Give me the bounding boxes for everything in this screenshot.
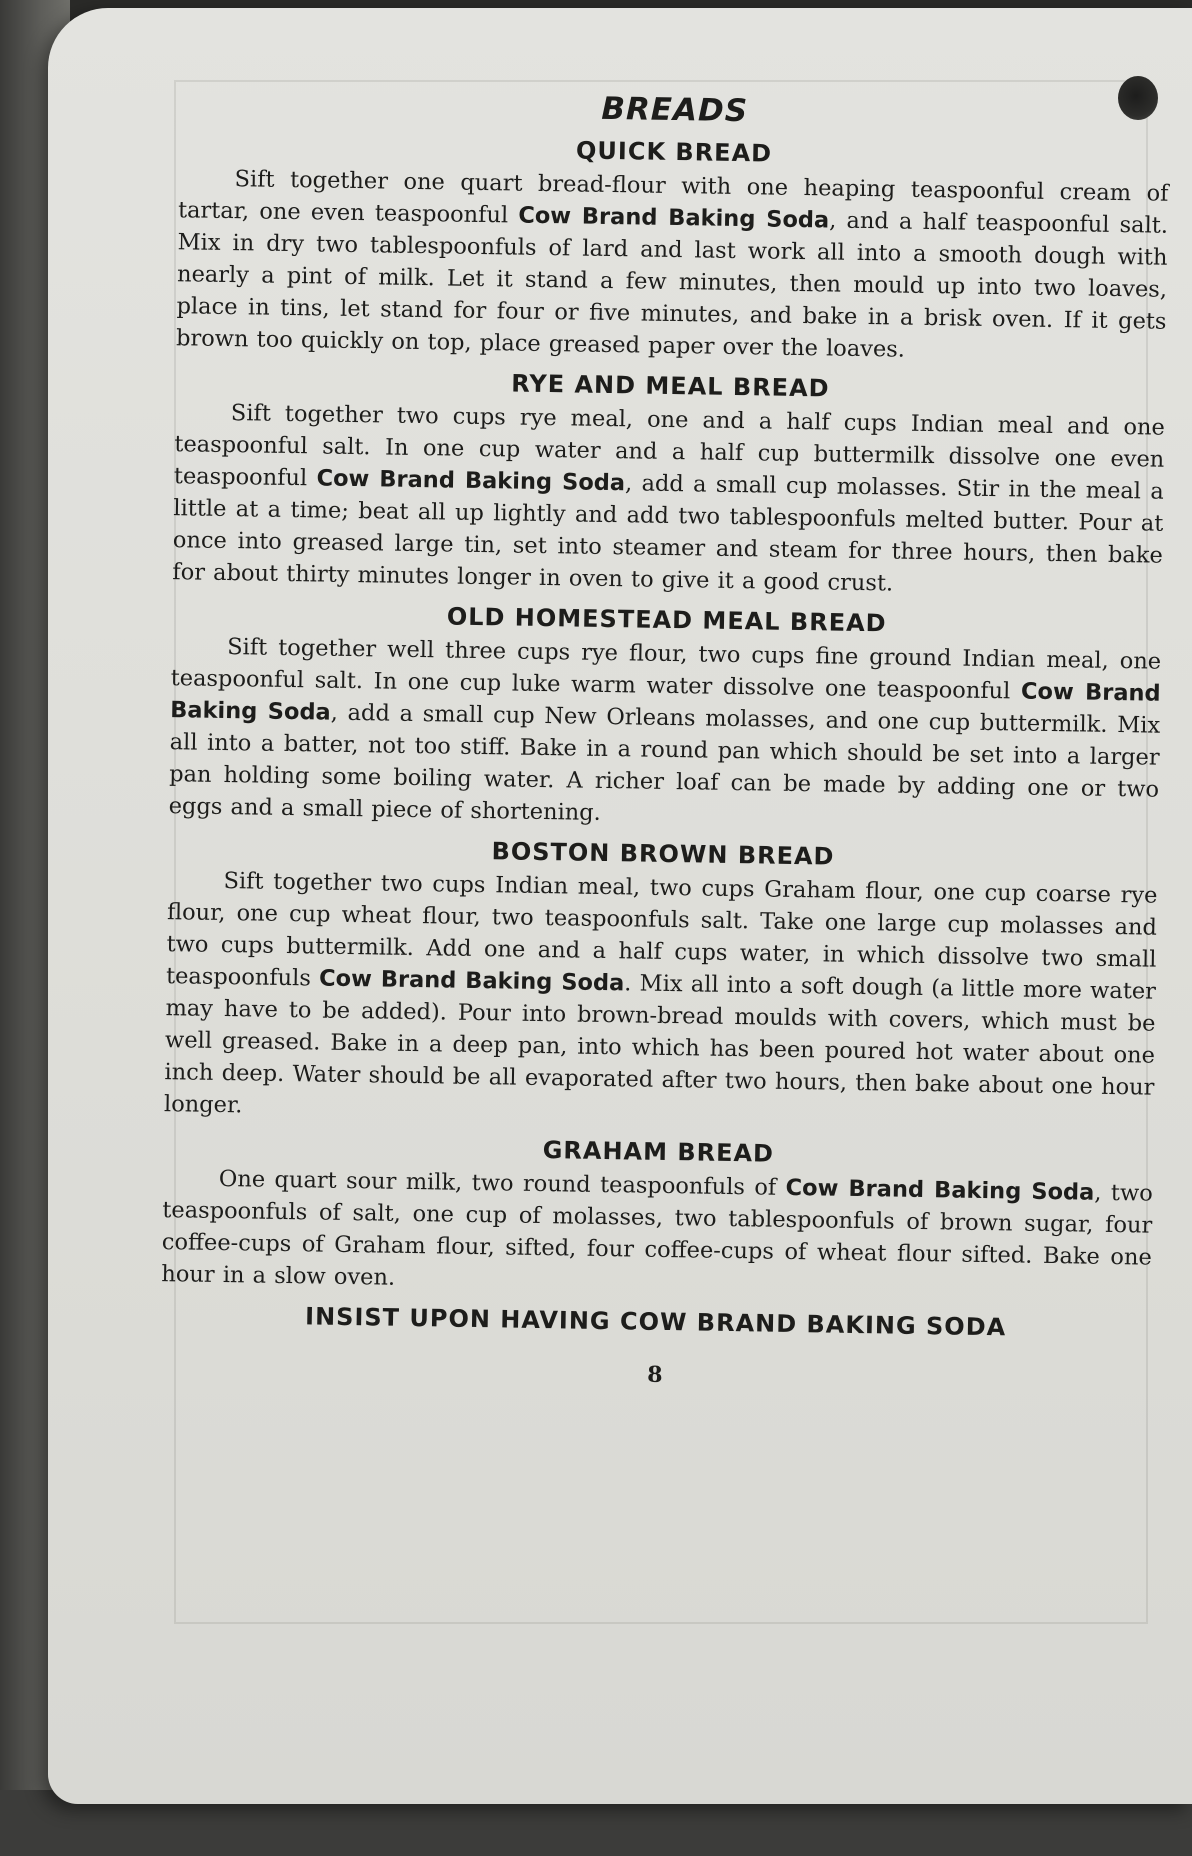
recipe-text-end: , and a half teaspoonful salt. Mix in dry two tablespoonfuls of lard and last work all into a smooth dough with nearly a pint of milk. Let it stand a few minutes, then mould up into two loaves, place in tins, let stand for four or five minutes, and bake in a brisk oven. If it gets brown too quickly on top, place greased paper over the loaves. [175, 207, 1169, 363]
recipe-text-start: Sift together one quart bread-flour with one heaping teaspoonful cream of tartar, one even teaspoonful [177, 166, 1169, 229]
brand-name: Cow Brand Baking Soda [318, 965, 625, 997]
recipe-rye-and-meal-bread [172, 364, 1165, 604]
recipe-graham-bread [161, 1130, 1153, 1306]
recipe-text [168, 630, 1161, 838]
recipe-text-start: Sift together two cups Indian meal, two cups Graham flour, one cup coarse rye flour, one cup wheat flour, two teaspoonfuls salt. Take one large cup molasses and two cups buttermilk. Add one and a half cups water, in which dissolve two small teaspoonfuls [165, 868, 1158, 992]
recipe-text [164, 864, 1158, 1136]
recipe-quick-bread [176, 130, 1169, 370]
recipe-text-end: , add a small cup New Orleans molasses, and one cup buttermilk. Mix all into a batter, not too stiff. Bake in a round pan which should be set into a larger pan holding some boiling water. A richer loaf can be made by adding one or two eggs and a small piece of shortening. [168, 699, 1161, 826]
recipe-text [172, 396, 1165, 604]
recipe-text-start: Sift together two cups rye meal, one and a half cups Indian meal and one teaspoonful salt. In one cup water and a half cup buttermilk dissolve one even teaspoonful [173, 400, 1165, 492]
brand-name: Cow Brand Baking Soda [785, 1174, 1095, 1206]
recipe-title: GRAHAM BREAD [542, 1136, 775, 1168]
recipe-title: RYE AND MEAL BREAD [510, 369, 830, 403]
footer-slogan: INSIST UPON HAVING COW BRAND BAKING SODA [304, 1302, 1007, 1342]
section-title: BREADS [601, 90, 749, 130]
recipe-text-end: . Mix all into a soft dough (a little more water may have to be added). Pour into brown-bread moulds with covers, which must be well greased. Bake in a deep pan, into which has been poured hot water about one inch deep. Water should be all evaporated after two hours, then bake about one hour longer. [163, 970, 1157, 1119]
brand-name: Cow Brand Baking Soda [518, 202, 830, 234]
recipe-text-start: One quart sour milk, two round teaspoonfuls of [218, 1165, 786, 1201]
page-number: 8 [646, 1361, 663, 1388]
page-content [160, 84, 1170, 1395]
recipe-title: QUICK BREAD [575, 136, 773, 168]
recipe-title: OLD HOMESTEAD MEAL BREAD [446, 602, 887, 638]
recipe-text-end: , add a small cup molasses. Stir in the meal a little at a time; beat all up lightly and add two tablespoonfuls melted butter. Pour at once into greased large tin, set into steamer and steam for three hours, then bake for about thirty minutes longer in oven to give it a good crust. [172, 470, 1164, 597]
recipe-old-homestead-meal-bread [168, 598, 1161, 838]
recipe-text [161, 1162, 1153, 1306]
recipe-text-start: Sift together well three cups rye flour, two cups fine ground Indian meal, one teaspoonful salt. In one cup luke warm water dissolve one teaspoonful [170, 634, 1162, 705]
recipe-boston-brown-bread [164, 832, 1158, 1136]
recipe-text-end: , two teaspoonfuls of salt, one cup of molasses, two tablespoonfuls of brown sugar, four coffee-cups of Graham flour, sifted, four coffee-cups of wheat flour sifted. Bake one hour in a slow oven. [161, 1179, 1153, 1291]
recipe-text [176, 162, 1169, 370]
brand-name: Cow Brand Baking Soda [170, 678, 1161, 726]
recipe-title: BOSTON BROWN BREAD [491, 837, 835, 871]
brand-name: Cow Brand Baking Soda [316, 465, 626, 497]
booklet-page [48, 8, 1192, 1804]
